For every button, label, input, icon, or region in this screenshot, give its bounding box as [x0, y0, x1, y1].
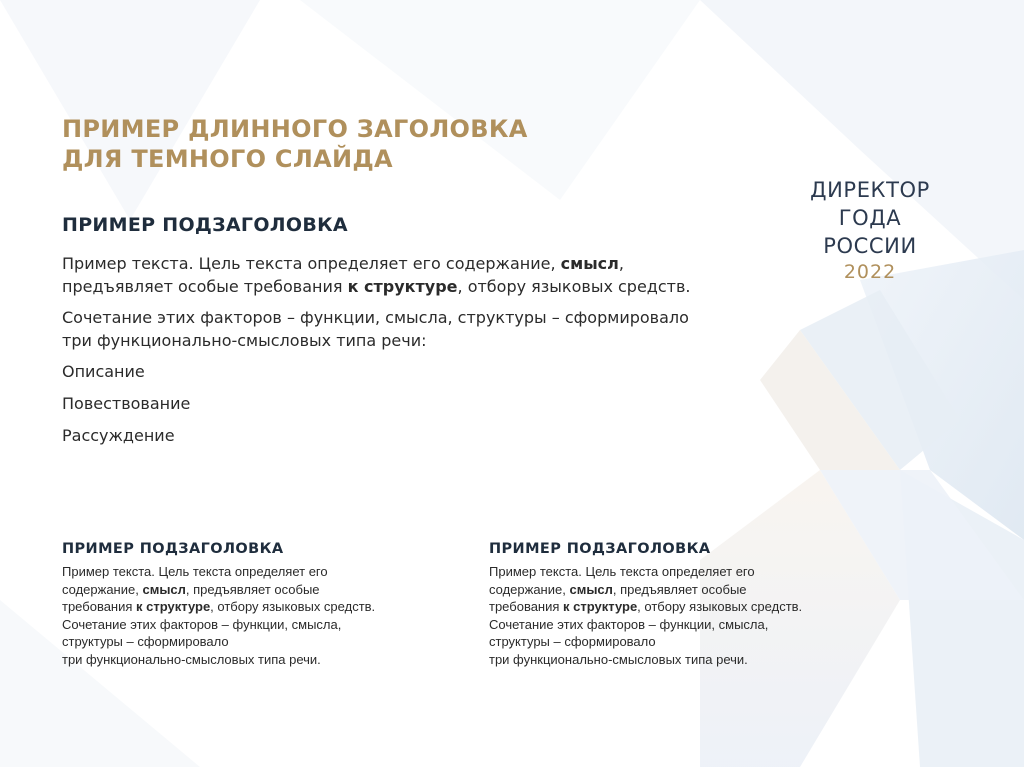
column-line: структуры – сформировало	[62, 634, 229, 649]
text-run: предъявляет особые требования	[62, 277, 348, 296]
paragraph-2-line-1: Сочетание этих факторов – функции, смысла, структуры – сформировало	[62, 308, 689, 327]
text-run: содержание,	[489, 581, 570, 597]
main-body-text	[62, 252, 782, 456]
text-run: содержание,	[62, 581, 143, 597]
column-line: три функционально-смысловых типа речи.	[62, 651, 321, 667]
bold-run: смысл	[560, 254, 619, 273]
bold-run: к структуре	[347, 277, 458, 296]
column-line: Пример текста. Цель текста определяет его	[489, 564, 755, 579]
list-item: Описание	[62, 362, 145, 381]
column-line	[489, 598, 889, 616]
slide-title-line-1: ПРИМЕР ДЛИННОГО ЗАГОЛОВКА	[62, 115, 528, 143]
director-of-the-year-logo	[780, 176, 960, 284]
slide-subtitle: ПРИМЕР ПОДЗАГОЛОВКА	[62, 214, 348, 236]
column-line: Сочетание этих факторов – функции, смысла,	[62, 616, 342, 632]
text-run: , предъявляет особые	[185, 581, 320, 597]
column-line: Пример текста. Цель текста определяет его	[62, 564, 328, 579]
bold-run: к структуре	[136, 599, 211, 614]
column-heading: ПРИМЕР ПОДЗАГОЛОВКА	[489, 541, 711, 557]
list-item: Повествование	[62, 394, 191, 413]
text-run: требования	[62, 599, 137, 614]
paragraph-1	[62, 252, 782, 298]
bold-run: к структуре	[563, 599, 638, 614]
logo-line-2: РОССИИ	[823, 234, 917, 258]
bold-run: смысл	[569, 581, 613, 597]
text-run: требования	[489, 599, 564, 614]
column-left	[62, 541, 462, 668]
text-run: , отбору языковых средств.	[637, 599, 803, 614]
slide-title	[62, 114, 622, 174]
column-line	[489, 581, 889, 599]
column-text	[489, 563, 889, 668]
paragraph-2-line-2: три функционально-смысловых типа речи:	[62, 331, 427, 350]
column-line	[62, 581, 462, 599]
text-run: Пример текста. Цель текста определяет его содержание,	[62, 254, 561, 273]
list-item: Рассуждение	[62, 426, 175, 445]
logo-year: 2022	[843, 261, 897, 283]
column-right	[489, 541, 889, 668]
column-heading: ПРИМЕР ПОДЗАГОЛОВКА	[62, 541, 284, 557]
column-text	[62, 563, 462, 668]
text-run: ,	[618, 254, 624, 273]
column-line	[62, 598, 462, 616]
column-line: структуры – сформировало	[489, 634, 656, 649]
paragraph-2	[62, 306, 782, 352]
paragraph-1-line-1	[62, 252, 782, 275]
column-line: три функционально-смысловых типа речи.	[489, 651, 748, 667]
bold-run: смысл	[142, 581, 186, 597]
slide-title-line-2: ДЛЯ ТЕМНОГО СЛАЙДА	[62, 145, 393, 173]
speech-types-list	[62, 360, 782, 447]
text-run: , отбору языковых средств.	[457, 277, 691, 296]
text-run: , отбору языковых средств.	[210, 599, 376, 614]
text-run: , предъявляет особые	[612, 581, 747, 597]
logo-line-1: ДИРЕКТОР ГОДА	[810, 178, 930, 230]
column-line: Сочетание этих факторов – функции, смысла,	[489, 616, 769, 632]
paragraph-1-line-2	[62, 275, 782, 298]
